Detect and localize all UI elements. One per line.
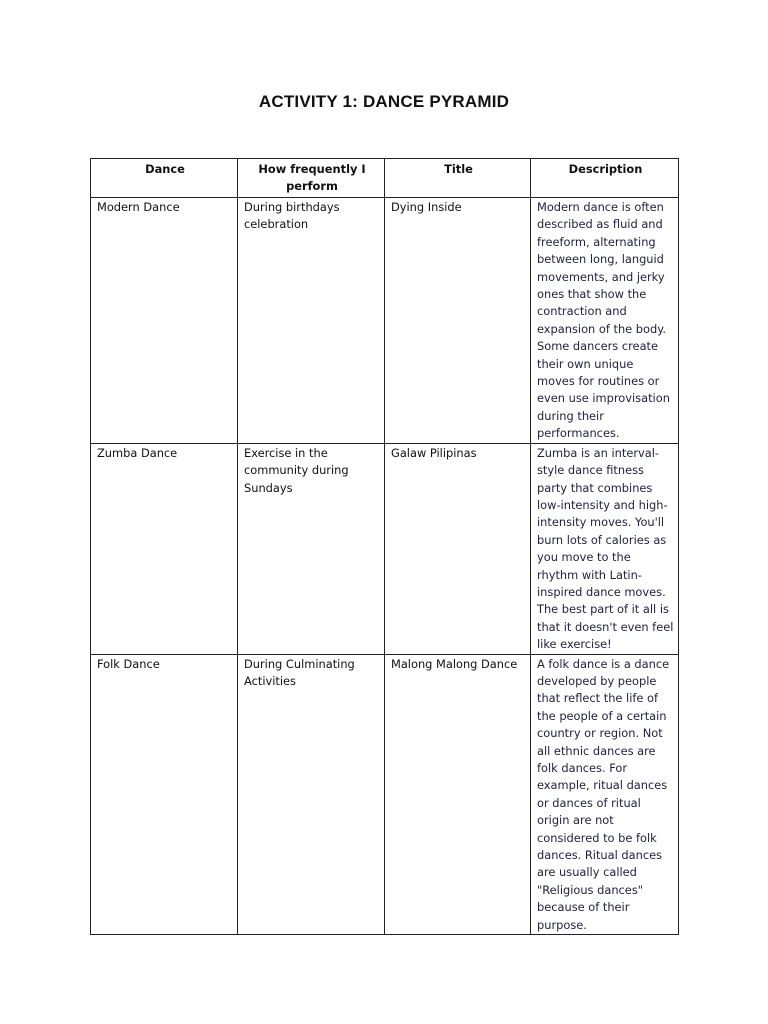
table-row bbox=[91, 198, 679, 444]
cell-description: Zumba is an interval-style dance fitness party that combines low-intensity and high-intensity moves. You'll burn lots of calories as you move to the rhythm with Latin-inspired dance moves. The best part of it all is that it doesn't even feel like exercise! bbox=[531, 443, 679, 654]
header-dance: Dance bbox=[91, 159, 238, 198]
cell-title: Malong Malong Dance bbox=[385, 654, 531, 935]
cell-dance: Modern Dance bbox=[91, 198, 238, 444]
document-title: ACTIVITY 1: DANCE PYRAMID bbox=[258, 92, 510, 111]
header-title: Title bbox=[385, 159, 531, 198]
cell-title: Galaw Pilipinas bbox=[385, 443, 531, 654]
cell-description: A folk dance is a dance developed by people that reflect the life of the people of a certain country or region. Not all ethnic dances are folk dances. For example, ritual dances or dances of ritual origin are not considered to be folk dances. Ritual dances are usually called "Religious dances" because of their purpose. bbox=[531, 654, 679, 935]
cell-frequency: During birthdays celebration bbox=[238, 198, 385, 444]
cell-dance: Zumba Dance bbox=[91, 443, 238, 654]
table-row bbox=[91, 654, 679, 935]
table-header-row bbox=[91, 159, 679, 198]
cell-dance: Folk Dance bbox=[91, 654, 238, 935]
table-row bbox=[91, 443, 679, 654]
cell-title: Dying Inside bbox=[385, 198, 531, 444]
cell-description: Modern dance is often described as fluid and freeform, alternating between long, languid movements, and jerky ones that show the contraction and expansion of the body. Some dancers create their own unique moves for routines or even use improvisation during their performances. bbox=[531, 198, 679, 444]
header-description: Description bbox=[531, 159, 679, 198]
header-frequency: How frequently I perform bbox=[238, 159, 385, 198]
cell-frequency: During Culminating Activities bbox=[238, 654, 385, 935]
cell-frequency: Exercise in the community during Sundays bbox=[238, 443, 385, 654]
dance-table bbox=[90, 158, 679, 935]
